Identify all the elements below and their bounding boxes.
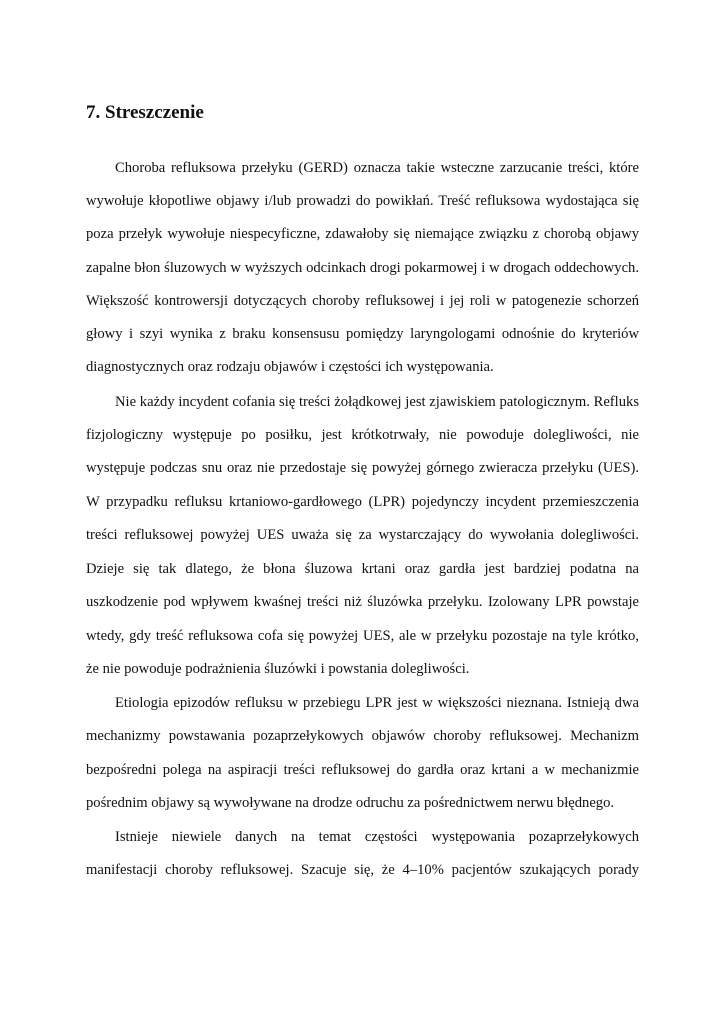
text-line: manifestacji choroby refluksowej. Szacuje się, że 4–10% pacjentów szukających porady	[86, 862, 639, 878]
text-line: Nie każdy incydent cofania się treści żołądkowej jest zjawiskiem patologicznym. Refluks	[115, 394, 639, 410]
text-line: wywołuje kłopotliwe objawy i/lub prowadzi do powikłań. Treść refluksowa wydostająca się	[86, 193, 639, 209]
text-line: Etiologia epizodów refluksu w przebiegu LPR jest w większości nieznana. Istnieją dwa	[115, 695, 639, 711]
section-heading: 7. Streszczenie	[86, 102, 204, 123]
text-line: pośrednim objawy są wywoływane na drodze odruchu za pośrednictwem nerwu błędnego.	[86, 795, 615, 811]
text-line: zapalne błon śluzowych w wyższych odcinkach drogi pokarmowej i w drogach oddechowych.	[86, 260, 639, 276]
text-line: W przypadku refluksu krtaniowo-gardłowego (LPR) pojedynczy incydent przemieszczenia	[86, 494, 639, 510]
text-line: Większość kontrowersji dotyczących choroby refluksowej i jej roli w patogenezie schorzeń	[86, 293, 639, 309]
text-line: głowy i szyi wynika z braku konsensusu pomiędzy laryngologami odnośnie do kryteriów	[86, 326, 639, 342]
text-line: występuje podczas snu oraz nie przedostaje się powyżej górnego zwieracza przełyku (UES).	[86, 460, 639, 476]
text-line: mechanizmy powstawania pozaprzełykowych objawów choroby refluksowej. Mechanizm	[86, 728, 639, 744]
text-line: poza przełyk wywołuje niespecyficzne, zdawałoby się niemające związku z chorobą objawy	[86, 226, 639, 242]
text-line: fizjologiczny występuje po posiłku, jest krótkotrwały, nie powoduje dolegliwości, nie	[86, 427, 639, 443]
text-line: Istnieje niewiele danych na temat częstości występowania pozaprzełykowych	[115, 829, 639, 845]
text-line: wtedy, gdy treść refluksowa cofa się powyżej UES, ale w przełyku pozostaje na tyle krótko,	[86, 628, 639, 644]
text-line: diagnostycznych oraz rodzaju objawów i częstości ich występowania.	[86, 359, 494, 375]
text-line: uszkodzenie pod wpływem kwaśnej treści niż śluzówka przełyku. Izolowany LPR powstaje	[86, 594, 639, 610]
text-line: bezpośredni polega na aspiracji treści refluksowej do gardła oraz krtani a w mechanizmie	[86, 762, 639, 778]
text-line: Dzieje się tak dlatego, że błona śluzowa krtani oraz gardła jest bardziej podatna na	[86, 561, 639, 577]
text-line: treści refluksowej powyżej UES uważa się za wystarczający do wywołania dolegliwości.	[86, 527, 639, 543]
text-line: Choroba refluksowa przełyku (GERD) oznacza takie wsteczne zarzucanie treści, które	[115, 160, 639, 176]
text-line: że nie powoduje podrażnienia śluzówki i powstania dolegliwości.	[86, 661, 470, 677]
